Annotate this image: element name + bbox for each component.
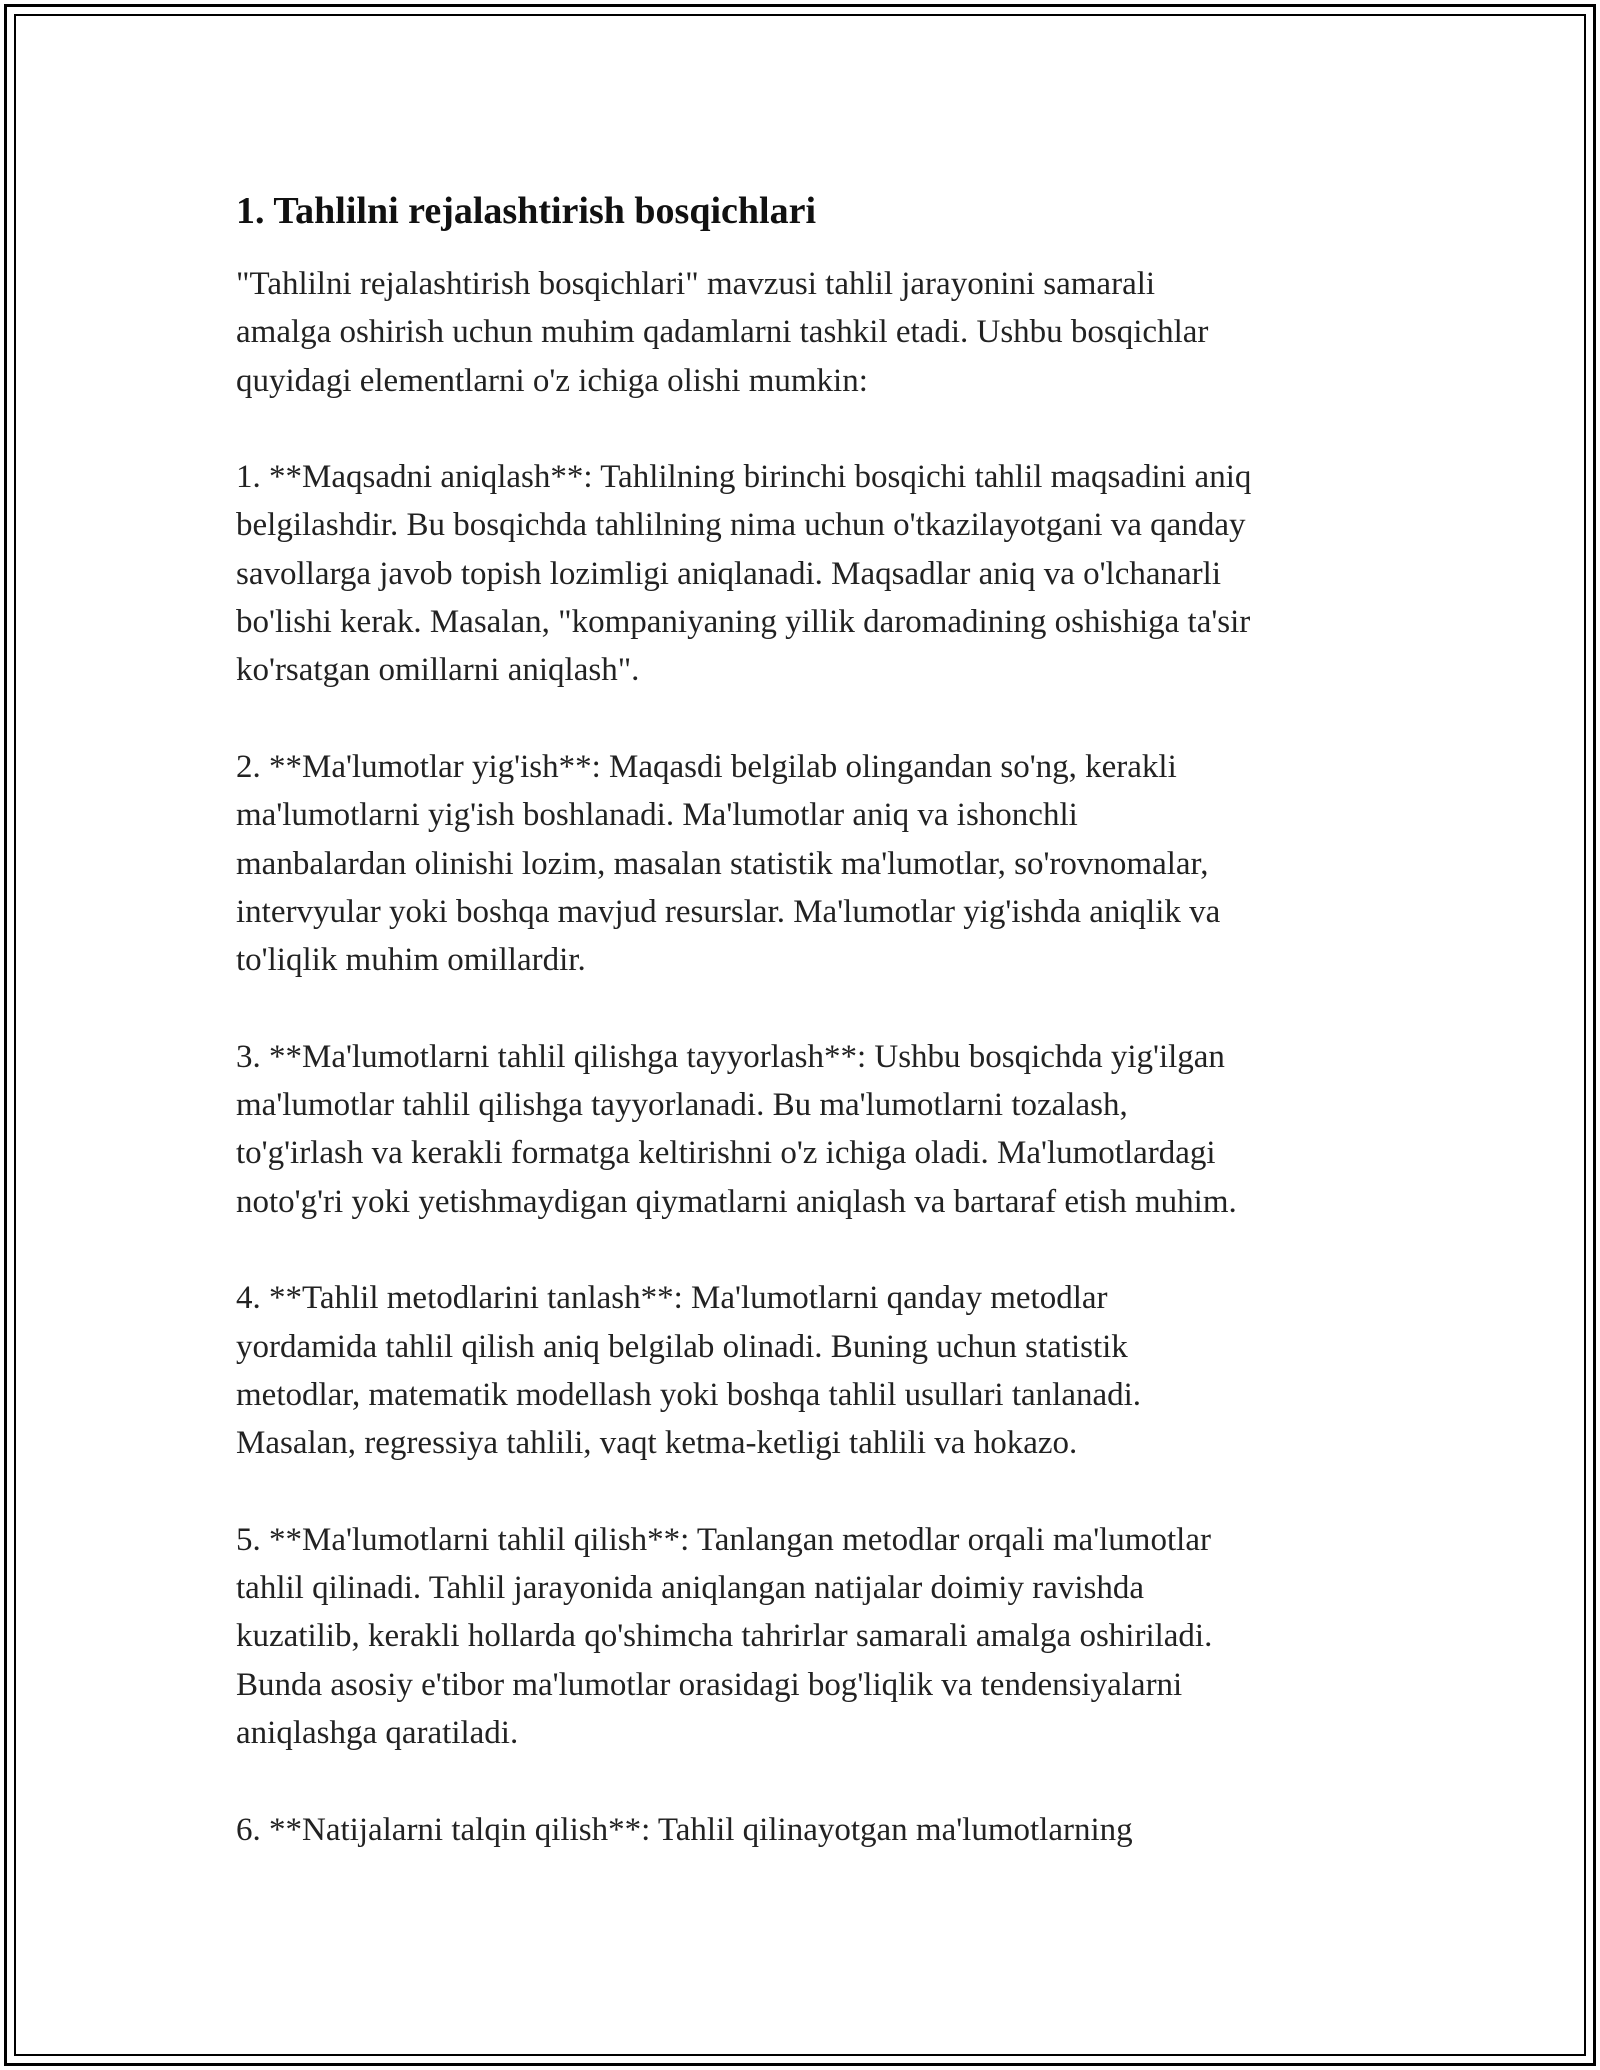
step-6-paragraph: 6. **Natijalarni talqin qilish**: Tahlil qilinayotgan ma'lumotlarning — [236, 1811, 1133, 1848]
step-1-paragraph: 1. **Maqsadni aniqlash**: Tahlilning birinchi bosqichi tahlil maqsadini aniq belgilashdir. Bu bosqichda tahlilning nima uchun o'tkazilayotgani va qanday savollarga javob topish lozimligi aniqlanadi. Maqsadlar aniq va o'lchanarli bo'lishi kerak. Masalan, "kompaniyaning yillik daromadining oshishiga ta'sir ko'rsatgan omillarni aniqlash". — [236, 459, 1252, 689]
step-4-paragraph: 4. **Tahlil metodlarini tanlash**: Ma'lumotlarni qanday metodlar yordamida tahlil qilish aniq belgilab olinadi. Buning uchun statistik metodlar, matematik modellash yoki boshqa tahlil usullari tanlanadi. Masalan, regressiya tahlili, vaqt ketma-ketligi tahlili va hokazo. — [236, 1280, 1142, 1462]
step-5-paragraph: 5. **Ma'lumotlarni tahlil qilish**: Tanlangan metodlar orqali ma'lumotlar tahlil qilinadi. Tahlil jarayonida aniqlangan natijalar doimiy ravishda kuzatilib, kerakli hollarda qo'shimcha tahrirlar samarali amalga oshiriladi. Bunda asosiy e'tibor ma'lumotlar orasidagi bog'liqlik va tendensiyalarni aniqlashga qaratiladi. — [236, 1521, 1213, 1751]
step-2-paragraph: 2. **Ma'lumotlar yig'ish**: Maqasdi belgilab olingandan so'ng, kerakli ma'lumotlarni yig'ish boshlanadi. Ma'lumotlar aniq va ishonchli manbalardan olinishi lozim, masalan statistik ma'lumotlar, so'rovnomalar, intervyular yoki boshqa mavjud resurslar. Ma'lumotlar yig'ishda aniqlik va to'liqlik muhim omillardir. — [236, 748, 1221, 979]
step-3-paragraph: 3. **Ma'lumotlarni tahlil qilishga tayyorlash**: Ushbu bosqichda yig'ilgan ma'lumotlar tahlil qilishga tayyorlanadi. Bu ma'lumotlarni tozalash, to'g'irlash va kerakli formatga keltirishni o'z ichiga oladi. Ma'lumotlardagi noto'g'ri yoki yetishmaydigan qiymatlarni aniqlash va bartaraf etish muhim. — [236, 1038, 1237, 1220]
intro-paragraph: "Tahlilni rejalashtirish bosqichlari" mavzusi tahlil jarayonini samarali amalga oshirish uchun muhim qadamlarni tashkil etadi. Ushbu bosqichlar quyidagi elementlarni o'z ichiga olishi mumkin: — [236, 266, 1209, 399]
document-body — [236, 186, 1386, 1854]
section-heading: 1. Tahlilni rejalashtirish bosqichlari — [236, 190, 817, 232]
